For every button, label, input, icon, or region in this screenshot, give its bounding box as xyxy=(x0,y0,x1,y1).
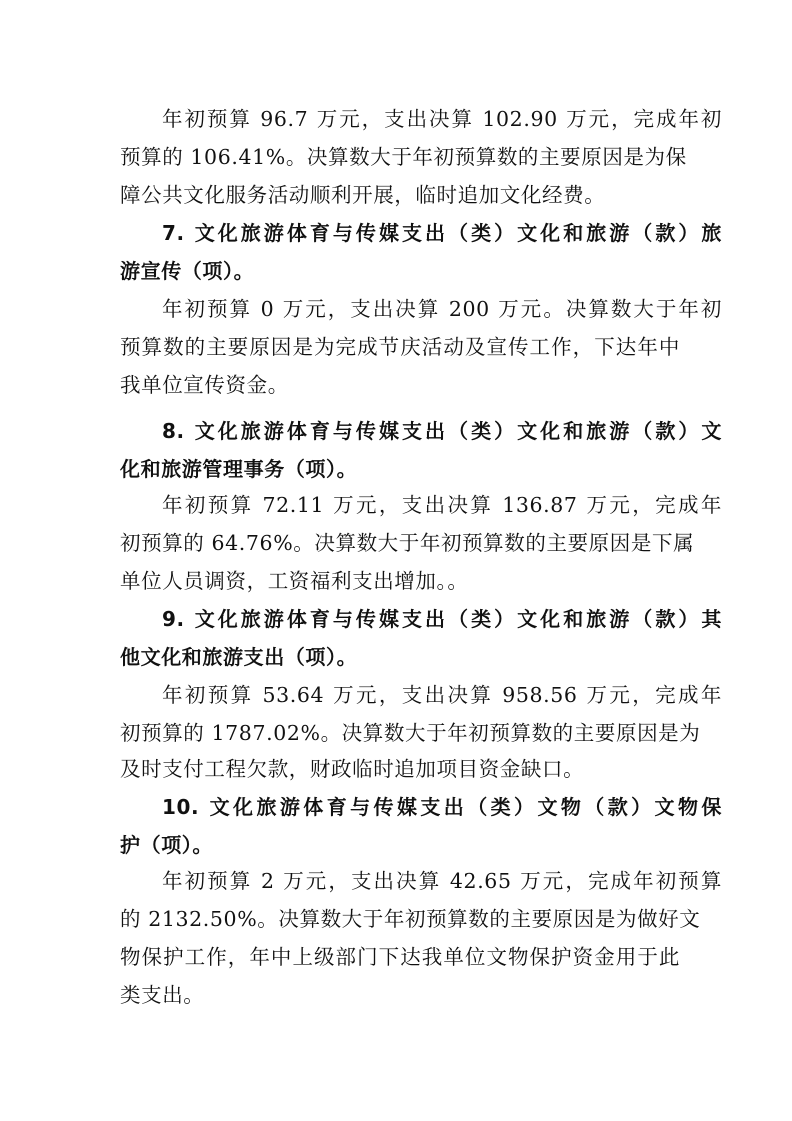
paragraph-line: 初预算的 1787.02%。决算数大于年初预算数的主要原因是为 xyxy=(120,721,701,745)
section-heading: 护（项）。 xyxy=(120,833,213,857)
paragraph-line: 年初预算 96.7 万元，支出决算 102.90 万元，完成年初 xyxy=(162,107,722,131)
paragraph-line: 初预算的 64.76%。决算数大于年初预算数的主要原因是下属 xyxy=(120,531,695,555)
section-heading: 他文化和旅游支出（项）。 xyxy=(120,645,358,669)
paragraph-line: 年初预算 2 万元，支出决算 42.65 万元，完成年初预算 xyxy=(162,869,722,893)
section-heading: 7. 文化旅游体育与传媒支出（类）文化和旅游（款）旅 xyxy=(162,221,722,245)
paragraph-line: 及时支付工程欠款，财政临时追加项目资金缺口。 xyxy=(120,757,585,781)
section-heading: 9. 文化旅游体育与传媒支出（类）文化和旅游（款）其 xyxy=(162,607,722,631)
paragraph-line: 障公共文化服务活动顺利开展，临时追加文化经费。 xyxy=(120,183,606,207)
paragraph-line: 预算数的主要原因是为完成节庆活动及宣传工作，下达年中 xyxy=(120,335,680,359)
paragraph-line: 年初预算 0 万元，支出决算 200 万元。决算数大于年初 xyxy=(162,297,722,321)
section-heading: 8. 文化旅游体育与传媒支出（类）文化和旅游（款）文 xyxy=(162,419,722,443)
paragraph-line: 物保护工作，年中上级部门下达我单位文物保护资金用于此 xyxy=(120,945,680,969)
section-heading: 游宣传（项）。 xyxy=(120,259,255,283)
section-heading: 化和旅游管理事务（项）。 xyxy=(120,457,358,481)
section-heading: 10. 文化旅游体育与传媒支出（类）文物（款）文物保 xyxy=(162,795,722,819)
paragraph-line: 年初预算 53.64 万元，支出决算 958.56 万元，完成年 xyxy=(162,683,722,707)
paragraph-line: 类支出。 xyxy=(120,983,205,1007)
paragraph-line: 预算的 106.41%。决算数大于年初预算数的主要原因是为保 xyxy=(120,145,687,169)
paragraph-line: 的 2132.50%。决算数大于年初预算数的主要原因是为做好文 xyxy=(120,907,701,931)
paragraph-line: 我单位宣传资金。 xyxy=(120,373,289,397)
paragraph-line: 年初预算 72.11 万元，支出决算 136.87 万元，完成年 xyxy=(162,493,722,517)
paragraph-line: 单位人员调资，工资福利支出增加。。 xyxy=(120,569,469,593)
